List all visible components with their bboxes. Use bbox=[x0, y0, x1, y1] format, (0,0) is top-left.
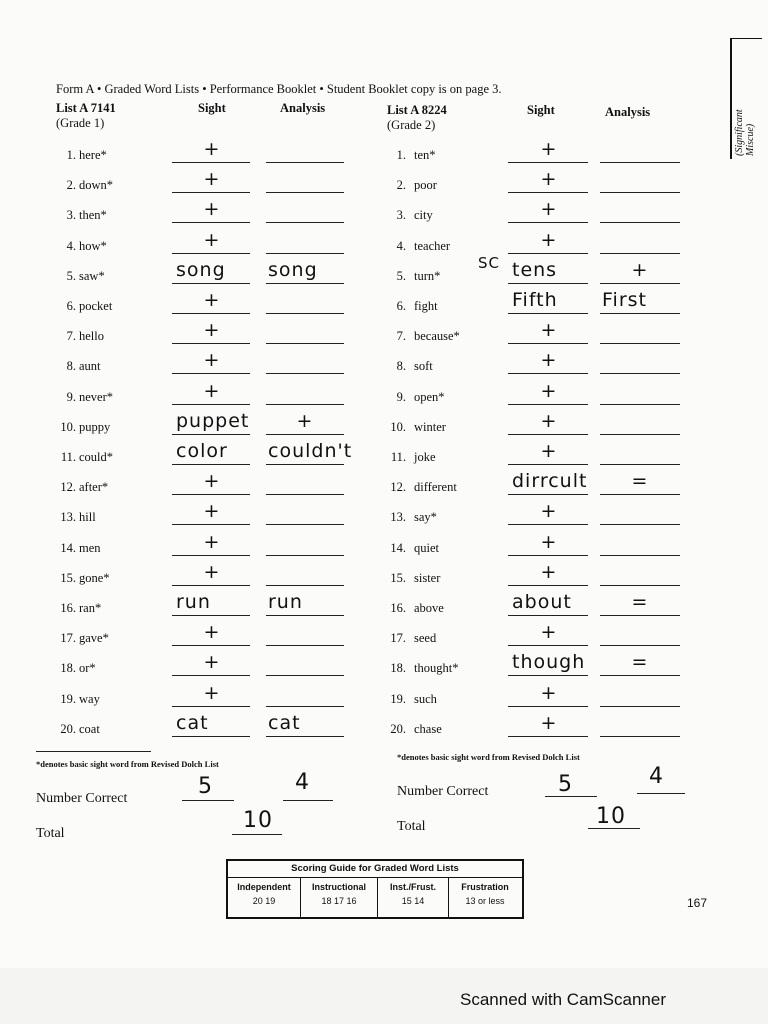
word-text: ten* bbox=[414, 148, 436, 162]
sight-answer-line bbox=[508, 736, 588, 737]
sight-answer-line bbox=[172, 675, 250, 676]
analysis-answer-line bbox=[600, 494, 680, 495]
analysis-response: First bbox=[602, 289, 647, 311]
sight-response: song bbox=[176, 258, 226, 281]
sight-answer-line bbox=[172, 706, 250, 707]
list-a-grade: (Grade 1) bbox=[56, 116, 105, 130]
sight-answer-line bbox=[172, 253, 250, 254]
word-text: coat bbox=[79, 721, 100, 736]
sight-response: + bbox=[203, 349, 221, 372]
word-number: 17. bbox=[60, 631, 76, 646]
word-text: soft bbox=[414, 359, 433, 374]
word-text: city bbox=[414, 208, 433, 223]
sight-answer-line bbox=[508, 434, 588, 435]
analysis-answer-line bbox=[600, 283, 680, 284]
analysis-answer-line bbox=[600, 585, 680, 586]
word-number: 10. bbox=[390, 419, 406, 434]
scoring-col-label: Inst./Frust. bbox=[389, 882, 436, 892]
sight-response: + bbox=[540, 681, 558, 704]
page-number: 167 bbox=[687, 896, 708, 910]
word-text: pocket bbox=[79, 299, 113, 313]
sight-response: + bbox=[540, 198, 558, 221]
list-b-sight-header: Sight bbox=[527, 103, 555, 117]
word-text: say* bbox=[414, 510, 437, 525]
analysis-answer-line bbox=[266, 434, 344, 435]
analysis-answer-line bbox=[266, 283, 344, 284]
word-text: above bbox=[414, 601, 444, 615]
scoring-col-frustration bbox=[449, 878, 521, 917]
sight-response: + bbox=[540, 228, 558, 251]
word-number: 8. bbox=[66, 359, 76, 374]
word-number: 4. bbox=[66, 238, 76, 253]
analysis-answer-line bbox=[266, 524, 344, 525]
analysis-answer-line bbox=[600, 555, 680, 556]
analysis-answer-line bbox=[600, 675, 680, 676]
sight-response: + bbox=[203, 228, 221, 251]
sight-answer-line bbox=[508, 675, 588, 676]
word-number: 4. bbox=[396, 238, 406, 253]
analysis-answer-line bbox=[266, 706, 344, 707]
word-number: 11. bbox=[60, 450, 76, 464]
list-b-number-correct-label: Number Correct bbox=[397, 784, 489, 799]
sight-answer-line bbox=[508, 615, 588, 616]
word-text: fight bbox=[414, 299, 438, 313]
analysis-response: = bbox=[631, 651, 649, 674]
analysis-response: run bbox=[268, 591, 303, 613]
word-text: winter bbox=[414, 419, 446, 434]
sight-response: + bbox=[540, 500, 558, 523]
analysis-answer-line bbox=[266, 313, 344, 314]
sight-response: + bbox=[203, 138, 221, 160]
word-number: 9. bbox=[66, 389, 76, 404]
word-text: after* bbox=[79, 480, 109, 495]
sight-answer-line bbox=[172, 313, 250, 314]
list-b-analysis-count-line bbox=[637, 793, 685, 794]
word-text: men bbox=[79, 540, 101, 555]
word-text: could* bbox=[79, 450, 114, 464]
analysis-answer-line bbox=[600, 404, 680, 405]
word-text: because* bbox=[414, 329, 460, 344]
analysis-answer-line bbox=[266, 373, 344, 374]
word-number: 18. bbox=[60, 661, 76, 676]
analysis-answer-line bbox=[266, 615, 344, 616]
word-number: 17. bbox=[390, 631, 406, 646]
analysis-answer-line bbox=[600, 434, 680, 435]
analysis-answer-line bbox=[266, 494, 344, 495]
word-text: quiet bbox=[414, 540, 439, 555]
sight-response: dirrcult bbox=[512, 470, 588, 493]
word-text: different bbox=[414, 480, 457, 495]
list-b-note: *denotes basic sight word from Revised Dolch List bbox=[397, 752, 580, 762]
scoring-guide-table bbox=[226, 859, 524, 919]
analysis-response: couldn't bbox=[268, 440, 353, 462]
word-text: turn* bbox=[414, 268, 441, 283]
word-number: 19. bbox=[60, 691, 76, 706]
word-text: never* bbox=[79, 389, 114, 404]
sight-answer-line bbox=[172, 222, 250, 223]
side-label: (Significant Miscue) bbox=[734, 109, 756, 156]
list-b-grade: (Grade 2) bbox=[387, 118, 436, 132]
analysis-answer-line bbox=[266, 645, 344, 646]
sight-answer-line bbox=[172, 464, 250, 465]
list-a-note: *denotes basic sight word from Revised Dolch List bbox=[36, 759, 219, 769]
list-b-analysis-header: Analysis bbox=[605, 105, 651, 119]
sight-response: cat bbox=[176, 711, 209, 734]
analysis-answer-line bbox=[600, 343, 680, 344]
analysis-answer-line bbox=[600, 464, 680, 465]
word-text: joke bbox=[414, 450, 436, 464]
list-a-number-correct-label: Number Correct bbox=[36, 791, 128, 806]
sight-response: + bbox=[540, 138, 558, 160]
analysis-answer-line bbox=[266, 343, 344, 344]
sight-answer-line bbox=[172, 524, 250, 525]
sight-answer-line bbox=[172, 162, 250, 163]
analysis-answer-line bbox=[600, 373, 680, 374]
list-b-number-correct-analysis: 4 bbox=[649, 764, 664, 789]
scoring-guide-title: Scoring Guide for Graded Word Lists bbox=[228, 861, 522, 878]
list-a-sight-count-line bbox=[182, 800, 234, 801]
word-text: gone* bbox=[79, 570, 110, 585]
sight-answer-line bbox=[508, 222, 588, 223]
list-a-total-line bbox=[232, 834, 282, 835]
sight-answer-line bbox=[172, 736, 250, 737]
sight-answer-line bbox=[508, 162, 588, 163]
word-number: 9. bbox=[396, 389, 406, 404]
word-text: teacher bbox=[414, 238, 451, 253]
word-number: 11. bbox=[390, 450, 406, 464]
analysis-answer-line bbox=[266, 736, 344, 737]
word-number: 16. bbox=[60, 601, 76, 615]
analysis-answer-line bbox=[266, 192, 344, 193]
list-a-analysis-header: Analysis bbox=[280, 101, 326, 115]
sight-answer-line bbox=[172, 283, 250, 284]
word-number: 2. bbox=[66, 178, 76, 193]
sight-response: run bbox=[176, 591, 211, 613]
analysis-answer-line bbox=[600, 645, 680, 646]
list-a-total-label: Total bbox=[36, 826, 65, 841]
scoring-col-independent bbox=[228, 878, 300, 917]
sight-answer-line bbox=[172, 404, 250, 405]
list-a-note-rule bbox=[36, 751, 151, 752]
word-number: 12. bbox=[390, 480, 406, 495]
analysis-answer-line bbox=[266, 464, 344, 465]
sight-response: + bbox=[203, 530, 221, 553]
analysis-answer-line bbox=[600, 162, 680, 163]
scoring-col-label: Frustration bbox=[461, 882, 509, 892]
sight-response: + bbox=[203, 681, 221, 704]
word-text: chase bbox=[414, 721, 442, 736]
sight-answer-line bbox=[172, 555, 250, 556]
sight-answer-line bbox=[508, 555, 588, 556]
sight-answer-line bbox=[508, 494, 588, 495]
analysis-answer-line bbox=[600, 615, 680, 616]
word-text: puppy bbox=[79, 419, 111, 434]
analysis-response: = bbox=[631, 470, 649, 493]
list-a-analysis-count-line bbox=[283, 800, 333, 801]
scoring-col-value: 20 19 bbox=[252, 896, 276, 906]
word-text: open* bbox=[414, 389, 445, 404]
word-number: 1. bbox=[396, 148, 406, 162]
word-text: hill bbox=[79, 510, 96, 525]
list-b-title: List A 8224 bbox=[387, 103, 447, 117]
sight-answer-line bbox=[172, 434, 250, 435]
sight-answer-line bbox=[508, 524, 588, 525]
word-number: 6. bbox=[396, 299, 406, 313]
word-number: 14. bbox=[60, 540, 76, 555]
word-number: 13. bbox=[390, 510, 406, 525]
sight-answer-line bbox=[508, 373, 588, 374]
word-number: 19. bbox=[390, 691, 406, 706]
analysis-answer-line bbox=[600, 736, 680, 737]
list-b-total-line bbox=[588, 828, 640, 829]
sight-response: + bbox=[203, 319, 221, 342]
list-a-sight-header: Sight bbox=[198, 101, 226, 115]
list-a-title: List A 7141 bbox=[56, 101, 116, 115]
word-number: 3. bbox=[396, 208, 406, 223]
word-text: thought* bbox=[414, 661, 459, 676]
word-number: 5. bbox=[396, 268, 406, 283]
list-b-total: 10 bbox=[596, 804, 626, 829]
sight-response: + bbox=[540, 530, 558, 553]
sight-response: + bbox=[540, 560, 558, 583]
analysis-answer-line bbox=[266, 404, 344, 405]
word-number: 14. bbox=[390, 540, 406, 555]
word-number: 3. bbox=[66, 208, 76, 223]
scoring-col-value: 18 17 16 bbox=[321, 896, 357, 906]
sight-response: + bbox=[540, 409, 558, 432]
sight-answer-line bbox=[508, 192, 588, 193]
word-number: 8. bbox=[396, 359, 406, 374]
word-text: seed bbox=[414, 631, 437, 646]
word-text: way bbox=[79, 691, 100, 706]
word-number: 1. bbox=[66, 148, 76, 162]
list-b-sight-count-line bbox=[545, 796, 597, 797]
word-number: 16. bbox=[390, 601, 406, 615]
word-number: 15. bbox=[390, 570, 406, 585]
sight-response: about bbox=[512, 591, 572, 613]
word-number: 15. bbox=[60, 570, 76, 585]
word-text: down* bbox=[79, 178, 114, 193]
analysis-answer-line bbox=[600, 313, 680, 314]
analysis-answer-line bbox=[600, 222, 680, 223]
sight-response: + bbox=[540, 349, 558, 372]
scanner-watermark: Scanned with CamScanner bbox=[460, 990, 667, 1009]
word-number: 13. bbox=[60, 510, 76, 525]
word-text: here* bbox=[79, 148, 107, 162]
word-text: ran* bbox=[79, 601, 102, 615]
word-text: saw* bbox=[79, 268, 105, 283]
analysis-answer-line bbox=[266, 162, 344, 163]
word-text: or* bbox=[79, 661, 96, 676]
sight-answer-line bbox=[508, 464, 588, 465]
list-b-total-label: Total bbox=[397, 819, 426, 834]
sight-response: + bbox=[203, 168, 221, 191]
sight-answer-line bbox=[172, 494, 250, 495]
sight-answer-line bbox=[508, 585, 588, 586]
word-text: aunt bbox=[79, 359, 101, 374]
sight-response: + bbox=[540, 379, 558, 402]
word-number: 20. bbox=[390, 721, 406, 736]
sight-response: + bbox=[203, 500, 221, 523]
sight-answer-line bbox=[172, 343, 250, 344]
sight-response: + bbox=[540, 711, 558, 734]
word-number: 12. bbox=[60, 480, 76, 495]
word-number: 5. bbox=[66, 268, 76, 283]
sight-answer-line bbox=[172, 585, 250, 586]
sight-response: + bbox=[540, 168, 558, 191]
sight-answer-line bbox=[508, 343, 588, 344]
analysis-answer-line bbox=[600, 706, 680, 707]
sight-response: + bbox=[203, 470, 221, 493]
sight-answer-line bbox=[508, 253, 588, 254]
sight-response: puppet bbox=[176, 409, 250, 432]
page-header: Form A • Graded Word Lists • Performance Booklet • Student Booklet copy is on page 3. bbox=[56, 82, 502, 96]
sight-response: + bbox=[540, 621, 558, 644]
sight-response: tens bbox=[512, 258, 558, 281]
sight-answer-line bbox=[172, 615, 250, 616]
sight-response: + bbox=[203, 621, 221, 644]
self-correction-mark: SC bbox=[478, 254, 500, 272]
sight-answer-line bbox=[172, 645, 250, 646]
word-number: 10. bbox=[60, 419, 76, 434]
analysis-response: + bbox=[296, 409, 314, 432]
sight-answer-line bbox=[508, 645, 588, 646]
analysis-answer-line bbox=[600, 524, 680, 525]
sight-response: + bbox=[540, 319, 558, 342]
analysis-answer-line bbox=[266, 253, 344, 254]
word-text: gave* bbox=[79, 631, 109, 646]
list-a-number-correct-analysis: 4 bbox=[295, 770, 310, 795]
sight-response: Fifth bbox=[512, 289, 558, 311]
list-a-total: 10 bbox=[243, 808, 273, 833]
scoring-col-label: Independent bbox=[237, 882, 291, 892]
sight-response: color bbox=[176, 440, 228, 462]
list-b-number-correct-sight: 5 bbox=[558, 772, 573, 797]
word-number: 2. bbox=[396, 178, 406, 193]
sight-response: + bbox=[203, 198, 221, 221]
analysis-answer-line bbox=[600, 253, 680, 254]
sight-response: + bbox=[203, 560, 221, 583]
analysis-answer-line bbox=[266, 555, 344, 556]
sight-answer-line bbox=[508, 706, 588, 707]
word-number: 18. bbox=[390, 661, 406, 676]
word-text: hello bbox=[79, 329, 104, 344]
analysis-answer-line bbox=[266, 222, 344, 223]
scoring-col-value: 15 14 bbox=[401, 896, 425, 906]
word-number: 7. bbox=[66, 329, 76, 344]
analysis-answer-line bbox=[600, 192, 680, 193]
sight-answer-line bbox=[508, 313, 588, 314]
analysis-answer-line bbox=[266, 675, 344, 676]
sight-answer-line bbox=[172, 373, 250, 374]
word-text: sister bbox=[414, 570, 441, 585]
sight-response: + bbox=[540, 440, 558, 462]
word-number: 6. bbox=[66, 299, 76, 313]
word-number: 7. bbox=[396, 329, 406, 344]
analysis-response: song bbox=[268, 258, 318, 281]
scoring-col-inst-frust bbox=[378, 878, 448, 917]
sight-answer-line bbox=[508, 404, 588, 405]
scoring-col-value: 13 or less bbox=[465, 896, 505, 906]
word-text: poor bbox=[414, 178, 437, 193]
scoring-col-instructional bbox=[301, 878, 377, 917]
sight-response: + bbox=[203, 651, 221, 674]
word-text: then* bbox=[79, 208, 107, 223]
word-text: such bbox=[414, 691, 437, 706]
analysis-response: = bbox=[631, 591, 649, 613]
sight-response: + bbox=[203, 379, 221, 402]
word-text: how* bbox=[79, 238, 107, 253]
sight-response: + bbox=[203, 289, 221, 311]
analysis-response: cat bbox=[268, 711, 301, 734]
sight-answer-line bbox=[508, 283, 588, 284]
list-a-number-correct-sight: 5 bbox=[198, 774, 213, 799]
sight-answer-line bbox=[172, 192, 250, 193]
sight-response: though bbox=[512, 651, 586, 674]
analysis-answer-line bbox=[266, 585, 344, 586]
word-number: 20. bbox=[60, 721, 76, 736]
analysis-response: + bbox=[631, 258, 649, 281]
scoring-col-label: Instructional bbox=[311, 882, 366, 892]
